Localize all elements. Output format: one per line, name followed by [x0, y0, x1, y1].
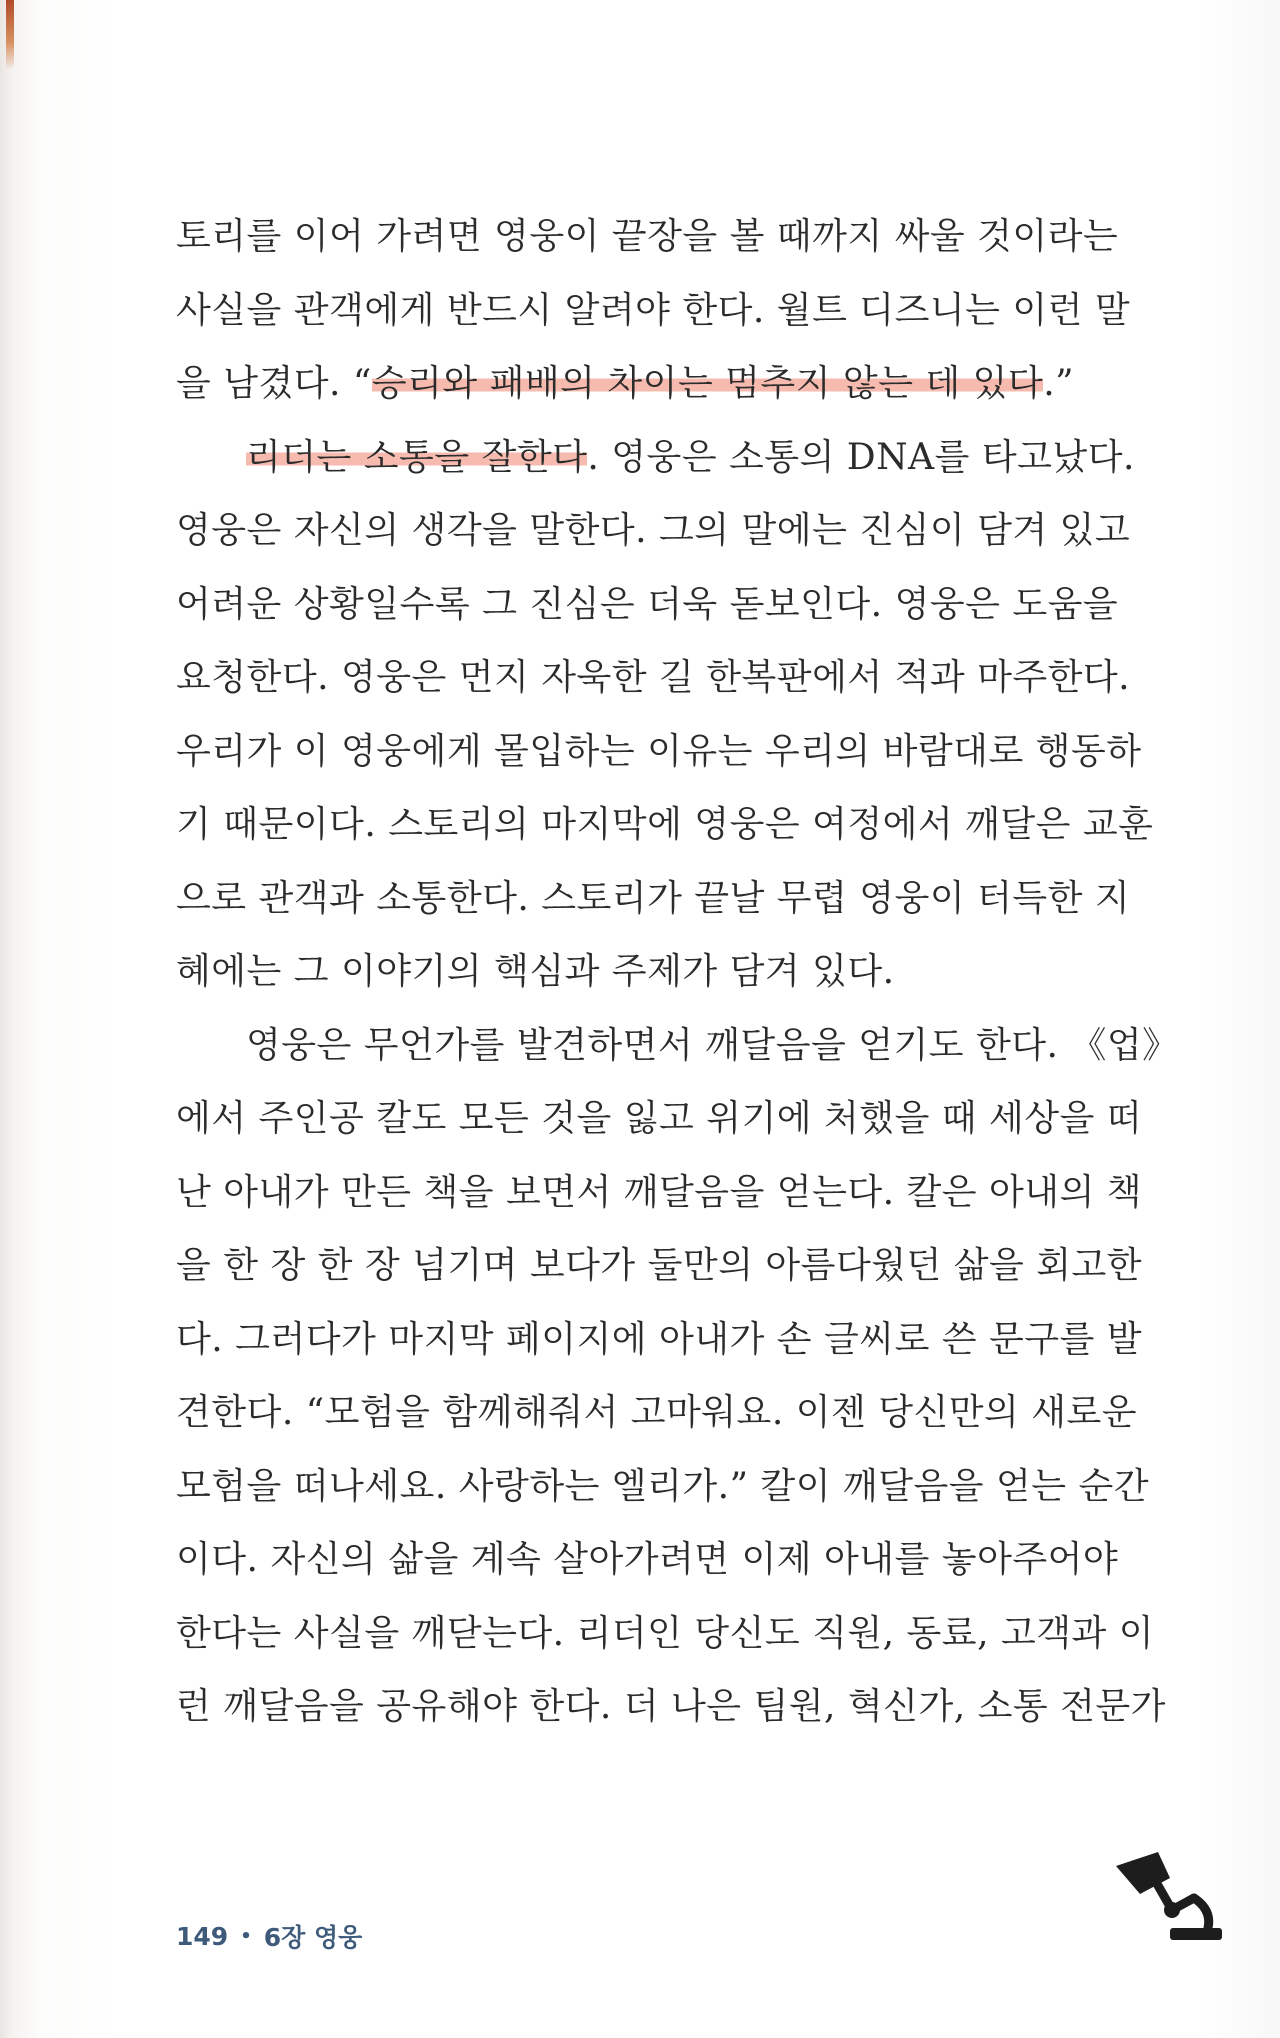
text-segment: 에서 주인공 칼도 모든 것을 잃고 위기에 처했을 때 세상을 떠	[176, 1098, 1143, 1139]
text-line	[176, 862, 1131, 936]
text-line	[176, 1376, 1138, 1450]
text-line	[176, 1082, 1143, 1156]
text-segment: 사실을 관객에게 반드시 알려야 한다. 월트 디즈니는 이런 말	[176, 289, 1131, 331]
text-segment: 요청한다. 영웅은 먼지 자욱한 길 한복판에서 적과 마주한다.	[176, 657, 1131, 698]
text-segment: 영웅은 자신의 생각을 말한다. 그의 말에는 진심이 담겨 있고	[176, 510, 1131, 551]
text-segment: . 영웅은 소통의 DNA를 타고났다.	[587, 436, 1135, 478]
text-segment: 런 깨달음을 공유해야 한다. 더 나은 팀원, 혁신가, 소통 전문가	[176, 1686, 1166, 1727]
text-line	[176, 1009, 1179, 1083]
text-line	[176, 568, 1119, 642]
text-line	[176, 1670, 1166, 1744]
highlighted-text: 승리와 패배의 차이는 멈추지 않는 데 있다	[371, 363, 1044, 404]
text-segment: 으로 관객과 소통한다. 스토리가 끝날 무렵 영웅이 터득한 지	[176, 877, 1131, 919]
text-segment: 어려운 상황일수록 그 진심은 더욱 돋보인다. 영웅은 도움을	[176, 583, 1119, 625]
text-segment: 난 아내가 만든 책을 보면서 깨달음을 얻는다. 칼은 아내의 책	[176, 1171, 1143, 1213]
page-footer	[176, 1918, 362, 1954]
text-segment: 한다는 사실을 깨닫는다. 리더인 당신도 직원, 동료, 고객과 이	[176, 1612, 1155, 1654]
text-line	[176, 715, 1142, 789]
text-segment: 영웅은 무언가를 발견하면서 깨달음을 얻기도 한다. 《업》	[246, 1024, 1179, 1066]
text-line	[176, 274, 1131, 348]
text-line	[176, 788, 1154, 862]
text-segment: 다. 그러다가 마지막 페이지에 아내가 손 글씨로 쓴 문구를 발	[176, 1318, 1143, 1360]
text-line	[176, 935, 1096, 1009]
text-segment: 우리가 이 영웅에게 몰입하는 이유는 우리의 바람대로 행동하	[176, 730, 1142, 772]
text-line	[176, 1523, 1119, 1597]
text-segment: 혜에는 그 이야기의 핵심과 주제가 담겨 있다.	[176, 951, 895, 992]
body-text	[176, 200, 1179, 1744]
desk-lamp-icon	[1112, 1848, 1224, 1948]
binding-bookmark	[6, 0, 14, 70]
text-segment: 을 한 장 한 장 넘기며 보다가 둘만의 아름다웠던 삶을 회고한	[176, 1245, 1143, 1286]
chapter-title: 6장 영웅	[263, 1923, 363, 1952]
page-number: 149	[176, 1921, 229, 1951]
text-line	[176, 1156, 1143, 1230]
text-line	[176, 1450, 1150, 1524]
text-segment: 토리를 이어 가려면 영웅이 끝장을 볼 때까지 싸울 것이라는	[176, 216, 1119, 257]
highlighted-text: 리더는 소통을 잘한다	[246, 436, 588, 478]
text-line	[176, 641, 1131, 715]
text-line	[176, 200, 1119, 274]
text-line	[176, 1229, 1143, 1303]
text-line	[176, 494, 1131, 568]
text-segment: 견한다. “모험을 함께해줘서 고마워요. 이젠 당신만의 새로운	[176, 1392, 1138, 1433]
text-segment: 이다. 자신의 삶을 계속 살아가려면 이제 아내를 놓아주어야	[176, 1539, 1119, 1580]
text-segment: 을 남겼다. “	[176, 363, 372, 404]
text-segment: .”	[1043, 363, 1075, 404]
text-line	[176, 1303, 1143, 1377]
text-segment: 모험을 떠나세요. 사랑하는 엘리가.” 칼이 깨달음을 얻는 순간	[176, 1465, 1150, 1507]
text-segment: 기 때문이다. 스토리의 마지막에 영웅은 여정에서 깨달은 교훈	[176, 804, 1154, 845]
footer-separator: •	[240, 1925, 252, 1947]
text-line	[176, 1597, 1155, 1671]
text-line	[176, 421, 1135, 495]
text-line	[176, 347, 1096, 421]
